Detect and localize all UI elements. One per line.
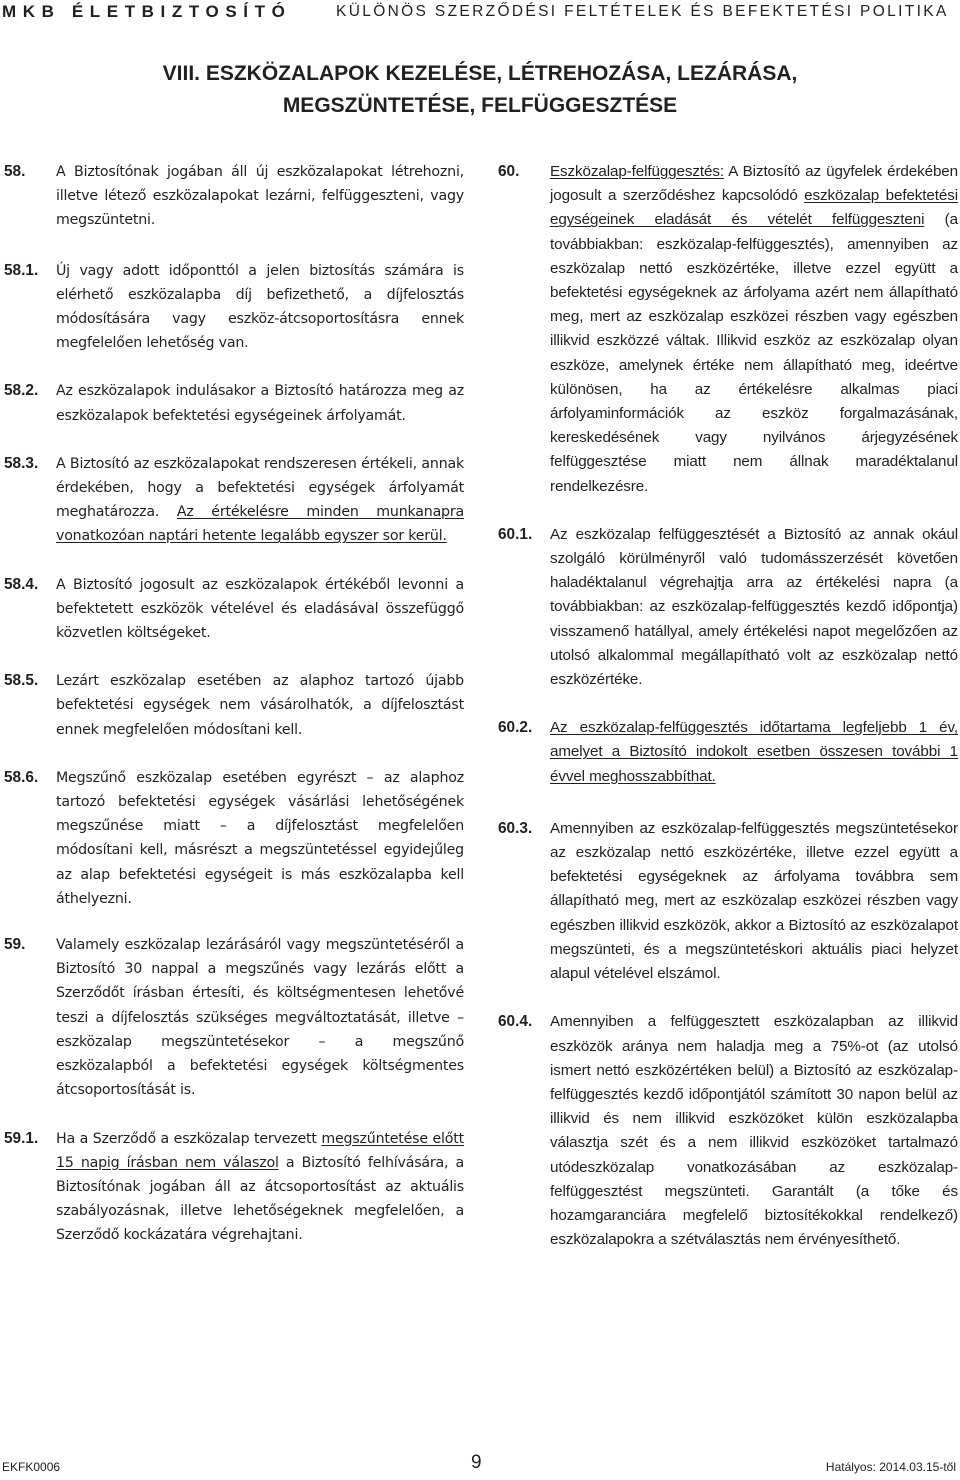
text-segment: Az eszközalap felfüggesztését a Biztosító az annak okául szolgáló körülményről való tudomásszerzését követően haladéktalanul végrehajtja arra az értékelési napra (a továbbiakban: az eszközalap-felfüggesztés kezdő időpontja) visszamenő hatállyal, amely értékelési napot megelőzően az utolsó alkalommal megállapítható volt az eszközalap nettó eszközértéke. [550,525,958,689]
header-brand: MKB ÉLETBIZTOSÍTÓ [2,2,292,21]
clause-58-3 [4,452,464,549]
clause-number: 58.3. [4,454,39,472]
text-segment: Lezárt eszközalap esetében az alaphoz tartozó újabb befektetési egységek nem vásárolhatók, a díjfelosztást ennek megfelelően módosítani kell. [56,673,464,738]
underlined-text: Az eszközalap-felfüggesztés időtartama legfeljebb 1 év, amelyet a Biztosító indokolt esetben összesen további 1 évvel meghosszabbíthat. [550,719,958,785]
clause-text [550,716,958,789]
clause-text [56,669,464,742]
text-segment: Amennyiben az eszközalap-felfüggesztés megszüntetésekor az eszközalap nettó eszközértéke, illetve ezzel együtt a befektetési egységeknek az árfolyama továbbra sem állapítható meg, mert az eszközalap eszközei részben vagy egészben illikvid eszközök, akkor a Biztosító az eszközalapot megszünteti, és a megszüntetéskori aktuális piaci helyzet alapul vételével elszámol. [550,819,958,983]
right-column [498,160,958,1252]
text-segment: a Biztosító felhívására, a Biztosítónak jogában áll az átcsoportosítást az aktuális szabályozásnak, illetve lehetőségeknek megfelelően, a Szerződő kockázatára végrehajtani. [56,1154,464,1244]
clause-number: 58.1. [4,261,39,279]
text-segment: A Biztosító az eszközalapokat rendszeresen értékeli, annak érdekében, hogy a befektetési egységek árfolyamát meghatározza. [56,455,464,521]
section-title-line2: MEGSZÜNTETÉSE, FELFÜGGESZTÉSE [282,94,678,117]
text-segment: A Biztosítónak jogában áll új eszközalapokat létrehozni, illetve létező eszközalapokat lezárni, felfüggeszteni, vagy megszüntetni. [56,164,464,229]
clause-number: 59. [4,936,26,954]
clause-60-1 [498,523,958,692]
clause-text [550,160,958,499]
clause-60-3 [498,817,958,986]
page-number: 9 [471,1452,482,1473]
clause-number: 60.2. [498,719,533,737]
clause-number: 60. [498,163,520,180]
clause-number: 58.6. [4,768,39,786]
clause-text [56,1127,464,1248]
clause-text [56,933,464,1102]
clause-60-4 [498,1010,958,1252]
text-segment: Ha a Szerződő a eszközalap tervezett [56,1130,322,1147]
clause-text [550,817,958,986]
section-title [0,58,960,122]
text-segment: Megszűnő eszközalap esetében egyrészt – az alaphoz tartozó befektetési egységek vásárlási lehetőségének megszűnése miatt – a díjfelosztást megfelelően módosítani kell, másrészt a megszüntetéssel egyidejűleg az alap befektetési egységeit is más eszközalapba kell áthelyezni. [56,769,464,907]
clause-number: 59.1. [4,1129,39,1147]
clause-text [56,573,464,646]
header-subtitle: KÜLÖNÖS SZERZŐDÉSI FELTÉTELEK ÉS BEFEKTETÉSI POLITIKA [336,3,949,20]
left-column [4,160,464,1248]
text-segment: (a továbbiakban: eszközalap-felfüggesztés), amennyiben az eszközalap nettó eszközértéke, illetve ezzel együtt a befektetési egységeknek az árfolyama azért nem állapítható meg, mert az eszközalap eszközei részben vagy egészben illikvid eszközzé váltak. Illikvid eszköz az eszközalap olyan eszköze, amelynek értéke nem állapítható meg, ideértve különösen, ha az értékelésre alkalmas piaci árfolyaminformációk az eszköz forgalmazásának, kereskedésének vagy nyilvános árjegyzésének felfüggesztése miatt nem állnak maradéktalanul rendelkezésre. [550,211,958,495]
page-footer [0,1452,960,1476]
underlined-text: Az értékelésre minden munkanapra vonatkozóan naptári hetente legalább egyszer sor kerül. [56,504,464,545]
clause-58-4 [4,573,464,646]
clause-number: 58.2. [4,382,39,400]
section-title-line1: VIII. ESZKÖZALAPOK KEZELÉSE, LÉTREHOZÁSA, LEZÁRÁSA, [162,62,798,85]
clause-text [56,452,464,549]
underlined-text: eszközalap befektetési egységeinek eladását és vételét felfüggeszteni [550,187,958,229]
clause-number: 58. [4,163,26,180]
clause-58-6 [4,766,464,911]
clause-number: 58.4. [4,575,39,593]
clause-59 [4,933,464,1102]
page-header [0,0,960,26]
clause-60-2 [498,716,958,789]
clause-59-1 [4,1127,464,1248]
clause-text [56,379,464,427]
clause-text [56,160,464,233]
text-segment: Az eszközalapok indulásakor a Biztosító határozza meg az eszközalapok befektetési egységeinek árfolyamát. [56,383,464,424]
clause-number: 60.4. [498,1013,533,1031]
text-segment: A Biztosító jogosult az eszközalapok értékéből levonni a befektetett eszközök vételével és eladásával összefüggő közvetlen költségeket. [56,576,464,642]
clause-number: 60.3. [498,819,533,837]
clause-text [56,766,464,911]
clause-58-5 [4,669,464,742]
clause-number: 58.5. [4,672,39,690]
clause-text [550,523,958,692]
clause-60 [498,160,958,499]
clause-text [550,1010,958,1252]
text-segment: Új vagy adott időponttól a jelen biztosítás számára is elérhető eszközalapba díj befizethető, a díjfelosztás módosítására vagy eszköz-átcsoportosításra ennek megfelelően lehetőség van. [56,262,464,352]
effective-date: Hatályos: 2014.03.15-től [825,1460,956,1474]
underlined-text: megszűntetése előtt 15 napig írásban nem válaszol [56,1130,464,1171]
clause-58-2 [4,379,464,427]
clause-number: 60.1. [498,525,533,543]
text-segment: A Biztosító az ügyfelek érdekében jogosult a szerződéshez kapcsolódó [550,163,958,205]
text-segment: Amennyiben a felfüggesztett eszközalapban az illikvid eszközök aránya nem haladja meg a 75%-ot (az utolsó ismert nettó eszközértéken belül) a Biztosító az eszközalap-felfüggesztés kezdő időpontjától számított 30 napon belül az illikvid és nem illikvid eszközöket külön eszközalapba választja szét és a nem illikvid eszközöket tartalmazó utódeszközalap vonatkozásában az eszközalap-felfüggesztést megszünteti. Garantált (a tőke és hozamgaranciára megfelelő biztosítékokkal rendelkező) eszközalapokra a szétválasztás nem érvényesíthető. [550,1013,958,1249]
clause-58 [4,160,464,233]
clause-58-1 [4,259,464,356]
clause-text [56,259,464,356]
text-segment: Valamely eszközalap lezárásáról vagy megszüntetéséről a Biztosító 30 nappal a megszűnés vagy lezárás előtt a Szerződőt írásban értesíti, és költségmentesen lehetővé teszi a díjfelosztás szükséges megváltoztatását, illetve – eszközalap megszüntetésekor – a megszűnő eszközalapból a befektetési egységek költségmentes átcsoportosítását is. [56,937,464,1099]
document-code: EKFK0006 [2,1460,61,1474]
underlined-text: Eszközalap-felfüggesztés: [550,163,724,180]
